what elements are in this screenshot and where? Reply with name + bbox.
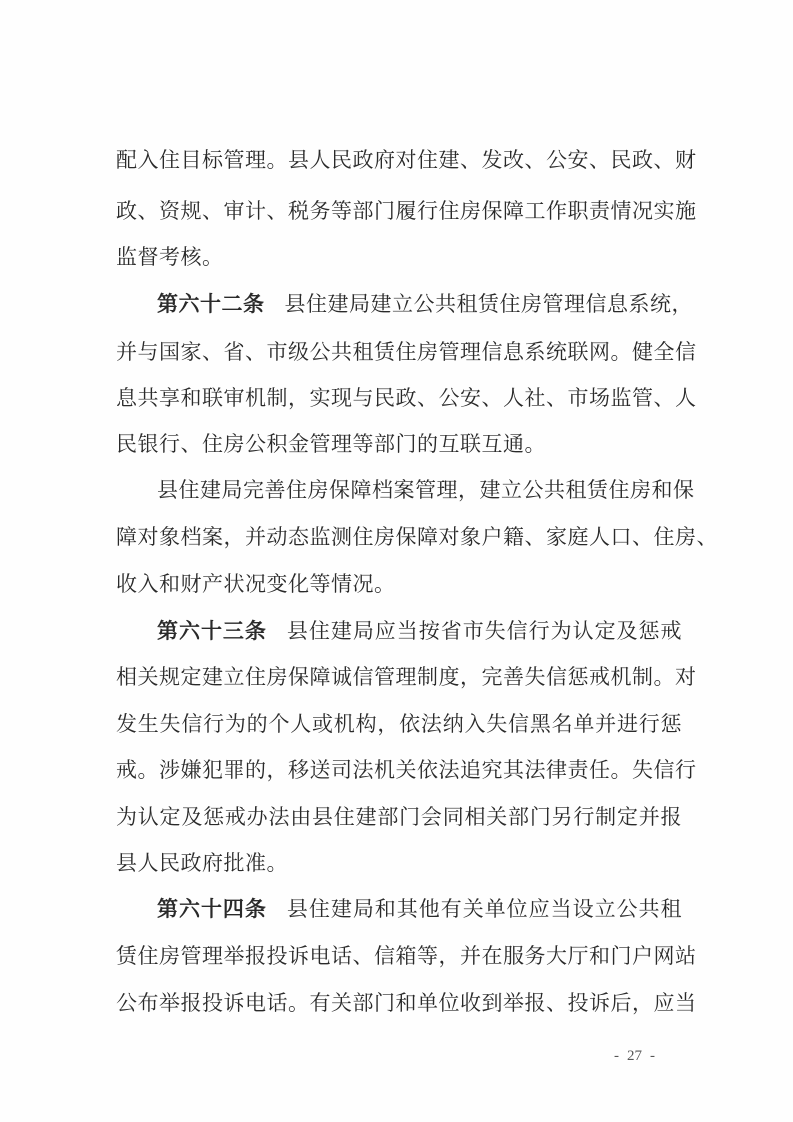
page-number-dash-left: - — [614, 1048, 619, 1064]
text-line: 息共享和联审机制，实现与民政、公安、人社、市场监管、人 — [116, 386, 697, 410]
article-number: 第六十三条 — [157, 618, 267, 643]
page-number — [610, 1048, 659, 1065]
text-line: 监督考核。 — [116, 245, 224, 269]
text-line: 障对象档案，并动态监测住房保障对象户籍、家庭人口、住房、 — [116, 525, 718, 549]
article-63-first-line — [157, 619, 682, 643]
text-line: 发生失信行为的个人或机构，依法纳入失信黑名单并进行惩 — [116, 712, 682, 736]
text-line: 县住建局完善住房保障档案管理，建立公共租赁住房和保 — [157, 478, 695, 502]
text-segment: 县住建局和其他有关单位应当设立公共租 — [286, 897, 683, 921]
text-line: 戒。涉嫌犯罪的，移送司法机关依法追究其法律责任。失信行 — [116, 758, 697, 782]
text-line: 公布举报投诉电话。有关部门和单位收到举报、投诉后，应当 — [116, 991, 697, 1015]
article-62-first-line — [157, 291, 693, 316]
article-64-first-line — [157, 897, 682, 921]
text-line: 收入和财产状况变化等情况。 — [116, 572, 396, 596]
text-line: 赁住房管理举报投诉电话、信箱等，并在服务大厅和门户网站 — [116, 944, 697, 968]
text-line: 政、资规、审计、税务等部门履行住房保障工作职责情况实施 — [116, 199, 697, 223]
page-number-dash-right: - — [650, 1048, 655, 1064]
article-number: 第六十二条 — [157, 291, 265, 316]
text-segment: 县住建局应当按省市失信行为认定及惩戒 — [286, 619, 683, 643]
text-line: 相关规定建立住房保障诚信管理制度，完善失信惩戒机制。对 — [116, 665, 697, 689]
page-number-value: 27 — [627, 1048, 642, 1064]
text-line: 民银行、住房公积金管理等部门的互联互通。 — [116, 432, 546, 456]
text-line: 并与国家、省、市级公共租赁住房管理信息系统联网。健全信 — [116, 340, 697, 364]
text-line: 配入住目标管理。县人民政府对住建、发改、公安、民政、财 — [116, 148, 697, 172]
text-line: 为认定及惩戒办法由县住建部门会同相关部门另行制定并报 — [116, 805, 682, 829]
text-segment: 县住建局建立公共租赁住房管理信息系统， — [284, 292, 693, 316]
text-line: 县人民政府批准。 — [116, 851, 288, 875]
article-number: 第六十四条 — [157, 896, 267, 921]
